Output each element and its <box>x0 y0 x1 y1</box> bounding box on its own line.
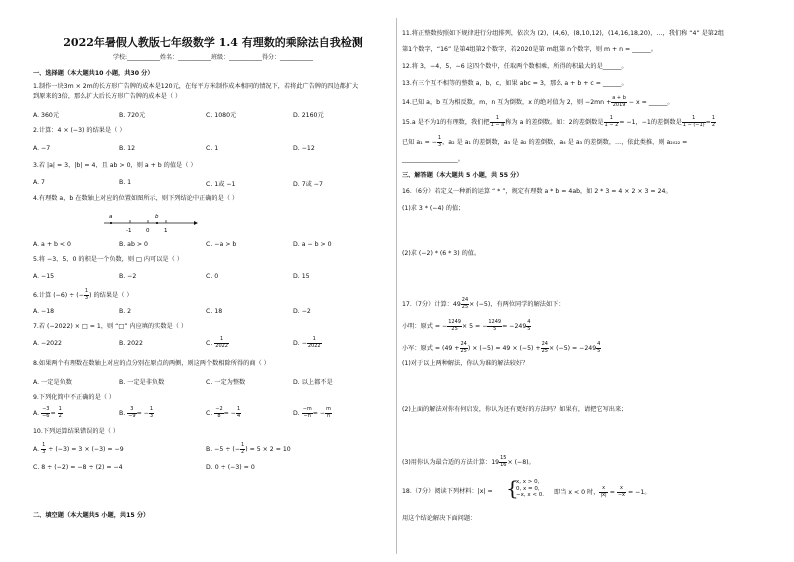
q6-text-b: ) 的结果是（ ） <box>89 292 133 299</box>
q1-text-cont: 到原来的3倍，那么扩大后长方形广告牌的成本是（ ） <box>33 93 182 100</box>
q17-fc2n: 1249 <box>488 319 502 325</box>
q9c-d2: 4 <box>236 412 241 419</box>
q17-fd1n: 24 <box>460 341 467 347</box>
q7-option-d[interactable] <box>293 337 322 349</box>
q6-option-c[interactable]: C. 18 <box>206 308 223 315</box>
q9b-frac2 <box>149 407 154 419</box>
label-b: b <box>155 214 159 220</box>
label-neg1: -1 <box>126 228 132 234</box>
q15-frac3 <box>682 116 706 128</box>
q18-f2n: x <box>617 486 626 493</box>
q9a-label: A. <box>33 410 40 417</box>
q17-frac <box>461 298 469 310</box>
q18-text-b <box>554 486 650 498</box>
q9d-n1: −m <box>302 406 312 412</box>
q15-frac4 <box>711 116 716 128</box>
q7d-num: 1 <box>307 337 322 344</box>
q18-d: = −1。 <box>627 489 651 496</box>
q6-option-a[interactable]: A. −18 <box>33 308 55 315</box>
q1-option-c[interactable]: C. 1080元 <box>206 112 237 119</box>
q10-option-d[interactable]: D. 0 ÷ (−3) = 0 <box>206 464 255 471</box>
q9b-label: B. <box>119 410 126 417</box>
q2-option-b[interactable]: B. 12 <box>119 145 136 152</box>
label-a: a <box>109 214 113 220</box>
q18-brace: { <box>506 476 519 500</box>
q9b-frac1 <box>127 407 136 419</box>
q15-l2a: 已知 a₁ = − <box>402 139 437 146</box>
q17-c2: × 5 = − <box>461 323 488 330</box>
q4-number-line <box>100 211 200 237</box>
q1-text: 1.制作一块3m × 2m的长方形广告牌的成本是120元，在每平方米制作成本相同的情况下，若将此广告牌的四边都扩大 <box>33 83 359 90</box>
q17-fd: 25 <box>461 303 469 310</box>
q10a-rest: ÷ (−3) = 3 × (−3) = −9 <box>48 446 124 453</box>
q5-option-a[interactable]: A. −15 <box>33 273 55 280</box>
q15-l2b: ，a₂ 是 a₁ 的差倒数，a₃ 是 a₂ 的差倒数，a₄ 是 a₃ 的差倒数，…，依此类推，则 a₂₀₂₂ = <box>442 139 688 146</box>
q9d-frac1 <box>302 407 313 419</box>
q17-c: 小明：原式 = − <box>402 323 448 330</box>
q11-text-cont: 第1个数字，“16” 是第4组第2个数字，若2020是第 m组第 n个数字，则 m + n = ______。 <box>402 46 657 53</box>
q3-text: 3.若 |a| = 3，|b| = 4，且 ab > 0，则 a + b 的值是（ ） <box>33 162 197 169</box>
q15-f5d: 3 <box>437 141 442 148</box>
q17-part1: (1)对于以上两种解法，你认为谁的解法较好？ <box>402 360 529 367</box>
q17-fc3d: 5 <box>527 325 531 332</box>
q17-d2: ) × (−5) = 49 × (−5) + <box>467 345 541 352</box>
q10a-n: 1 <box>42 442 46 448</box>
q3-option-b[interactable]: B. 1 <box>119 179 132 186</box>
q9d-label: D. <box>293 410 300 417</box>
q18-cases <box>516 479 544 499</box>
q9-text: 9.下列化简中不正确的是（ ） <box>33 394 116 401</box>
q18-f2d: −x <box>617 491 626 498</box>
q9b-d1: −9 <box>128 412 136 419</box>
q7d-fraction <box>307 337 322 349</box>
q17-fd3 <box>596 342 601 354</box>
q16-text: 16.（6分）若定义一种新的运算 “ * ”，规定有理数 a * b = 4ab，如 2 * 3 = 4 × 2 × 3 = 24。 <box>402 188 672 195</box>
q10b-d: 2 <box>241 448 245 455</box>
q17-fc2d: 5 <box>493 325 497 332</box>
label-zero: 0 <box>146 228 150 234</box>
q4-option-a[interactable]: A. a + b < 0 <box>33 241 71 248</box>
q9c-n1: −2 <box>215 406 223 412</box>
q10-option-c[interactable]: C. 8 ÷ (−2) = −8 ÷ (2) = −4 <box>33 464 123 471</box>
q9c-frac2 <box>236 407 241 419</box>
q15-f2n: 1 <box>604 116 620 123</box>
q17-q3a: (3)用你认为最合适的方法计算：19 <box>402 459 500 466</box>
student-info-line: 学校:___________姓名：___________班级：___________得分：___________ <box>112 54 314 61</box>
q7c-den: 2022 <box>215 342 228 349</box>
q17-fc2 <box>487 320 502 332</box>
q10a-d: 3 <box>42 448 46 455</box>
q4-text: 4.有理数 a，b 在数轴上对应的位置如图所示，则下列结论中正确的是（ ） <box>33 195 239 202</box>
q17-q3b: × (−8)。 <box>507 459 535 466</box>
q17-fc3n: 4 <box>527 319 531 325</box>
q3-option-d[interactable]: D. 7或 −7 <box>293 181 323 188</box>
q2-option-d[interactable]: D. −12 <box>293 145 315 152</box>
q6-option-d[interactable]: D. −2 <box>293 308 311 315</box>
q15-d: = <box>705 119 711 126</box>
q9d-n2: m <box>326 406 331 412</box>
q17-fd1 <box>460 342 468 354</box>
q15-f1n: 1 <box>490 116 506 123</box>
q9c-d1: 8 <box>217 412 221 419</box>
q15-f1d: 1 − a <box>490 121 505 128</box>
q14-text <box>402 96 674 108</box>
q10b-n: 1 <box>241 442 245 448</box>
q17-fc1d: 25 <box>451 325 458 332</box>
q6-text <box>33 289 133 301</box>
q15-c: = −1，−1的差倒数是 <box>619 119 682 126</box>
q18-case2: 0, x = 0, <box>516 485 540 492</box>
q14-den: 2019 <box>612 101 626 108</box>
q18-c: = <box>609 489 615 496</box>
q9-option-c[interactable] <box>206 407 241 419</box>
q18-case1: x, x > 0, <box>516 479 540 485</box>
q9b-n1: 3 <box>127 407 136 414</box>
q8-option-b[interactable]: B. 一定是非负数 <box>119 379 165 386</box>
q17-part3 <box>402 456 535 468</box>
q9a-n2: 1 <box>58 406 62 412</box>
q7d-neg: − <box>301 340 307 347</box>
q17-fd1d: 25 <box>460 347 467 354</box>
q17-fd2n: 24 <box>541 341 548 347</box>
q7-option-a[interactable]: A. −2022 <box>33 340 62 347</box>
q17-c3: = −249 <box>502 323 527 330</box>
q15-a: 15.a 是不为1的有理数，我们把 <box>402 119 490 126</box>
q7c-num: 1 <box>214 337 229 344</box>
q17-a: 17.（7分）计算：49 <box>402 301 461 308</box>
q7d-den: 2022 <box>307 342 321 349</box>
q15-text <box>402 116 716 128</box>
q7-options <box>33 336 393 354</box>
q7-text: 7.若 (−2022) × □ = 1，则 “□” 内应填的实数是（ ） <box>33 323 188 330</box>
q9a-d2: 2 <box>58 412 62 419</box>
q5-option-b[interactable]: B. −2 <box>119 273 137 280</box>
q17-f3d: 16 <box>500 461 507 468</box>
q15-f2d: 1 − 2 <box>604 121 619 128</box>
q9a-r: = <box>50 410 58 417</box>
q4-option-d[interactable]: D. a − b > 0 <box>293 241 332 248</box>
q15-b: 称为 a 的差倒数。如：2的差倒数是 <box>505 119 604 126</box>
q1-option-b[interactable]: B. 720元 <box>119 112 146 119</box>
q17-text <box>402 298 565 310</box>
q8-text: 8.如果两个有理数在数轴上对应的点分别在原点的两侧，则这两个数相除所得的商（ ） <box>33 360 270 367</box>
q7-option-d-label: D. <box>293 340 302 347</box>
q18-case3: −x, x < 0. <box>516 492 544 498</box>
q3-option-c[interactable]: C. 1或 −1 <box>206 181 236 188</box>
q15-frac1 <box>490 116 506 128</box>
q9c-r: = − <box>223 410 236 417</box>
q18-f1 <box>599 486 607 498</box>
q10-text: 10.下列运算结果错误的是（ ） <box>33 428 120 435</box>
q17-fc1n: 1249 <box>448 319 461 325</box>
q18-f2 <box>617 486 626 498</box>
q17-f3n: 15 <box>500 455 507 461</box>
q9b-r: = − <box>136 410 149 417</box>
q10-option-a[interactable] <box>33 443 124 455</box>
q17-fc1 <box>447 320 462 332</box>
q3-option-a[interactable]: A. 7 <box>33 179 45 186</box>
q9-options <box>33 407 393 423</box>
q17-xiaojun <box>402 342 601 354</box>
q4-option-c[interactable]: C. −a > b <box>206 241 237 248</box>
q6-fraction-den: 3 <box>84 294 89 301</box>
q15-f4d: 2 <box>711 121 715 128</box>
q12-text: 12.将 3，−4，5，−6 这四个数中，任取两个数相乘，所得的积最大的是______。 <box>402 63 628 70</box>
q17-fd2d: 25 <box>541 347 548 354</box>
q15-f3d: 1 − (−1) <box>682 121 705 128</box>
q9b-d2: 3 <box>149 412 154 419</box>
q10-options-row1 <box>33 443 393 457</box>
q18-text-a: 18.（7分）阅读下列材料：|x| = <box>402 488 493 495</box>
q9-option-a[interactable] <box>33 407 63 419</box>
q9-option-d[interactable] <box>293 407 332 419</box>
q9c-label: C. <box>206 410 213 417</box>
q10a-frac <box>41 443 46 455</box>
q5-option-d[interactable]: D. 15 <box>293 273 310 280</box>
q17-fd3n: 4 <box>597 341 601 347</box>
q15-text-line2 <box>402 136 687 148</box>
q14-text-a: 14.已知 a，b 互为相反数，m，n 互为倒数，x 的绝对值为 2，则 −2mn + <box>402 99 612 106</box>
page-title: 2022年暑假人教版七年级数学 1.4 有理数的乘除法自我检测 <box>63 36 363 49</box>
q8-option-d[interactable]: D. 以上都不是 <box>293 379 333 386</box>
q9c-n2: 1 <box>236 406 241 412</box>
q7-option-b[interactable]: B. 2022 <box>119 340 143 347</box>
q7-option-c[interactable] <box>206 337 229 349</box>
q17-d: 小军：原式 = (49 + <box>402 345 460 352</box>
q7c-fraction <box>214 337 229 349</box>
q17-b: × (−5)，有两位同学的解法如下： <box>469 301 565 308</box>
q2-option-a[interactable]: A. −7 <box>33 145 51 152</box>
q16-part1: (1)求 3 * (−4) 的值； <box>402 205 465 212</box>
q6-option-b[interactable]: B. 2 <box>119 308 132 315</box>
q18-f1d: |x| <box>600 491 607 498</box>
q15-answer-blank[interactable]: __________________。 <box>402 156 464 163</box>
label-one: 1 <box>164 228 168 234</box>
q1-option-d[interactable]: D. 2160元 <box>293 112 324 119</box>
q9a-n1: −3 <box>42 406 50 412</box>
q13-text: 13.有三个互不相等的整数 a，b，c，如果 abc = 3，那么 a + b + c = ______。 <box>402 80 628 87</box>
q17-xiaoming <box>402 320 531 332</box>
q17-fc3 <box>526 320 531 332</box>
q8-option-a[interactable]: A. 一定是负数 <box>33 379 72 386</box>
q9c-frac1 <box>214 407 223 419</box>
section-choice-heading: 一、选择题（本大题共10 小题，共30 分） <box>33 70 154 77</box>
column-divider <box>396 18 397 554</box>
q9d-r: = − <box>312 410 326 417</box>
q9-option-b[interactable] <box>119 407 154 419</box>
q10b-label: B. −5 ÷ (− <box>206 446 241 453</box>
q5-option-c[interactable]: C. 0 <box>206 273 219 280</box>
q18-b: 即当 x < 0 时， <box>554 489 600 496</box>
q9d-frac2 <box>325 407 332 419</box>
q16-part2: (2)求 (−2) * (6 * 3) 的值。 <box>402 250 481 257</box>
q17-d3: × (−5) = −249 <box>548 345 597 352</box>
q15-f5n: 1 <box>437 135 442 141</box>
q2-text: 2.计算：4 × (−3) 的结果是（ ） <box>33 127 126 134</box>
q9d-d1: −n <box>303 412 311 419</box>
q8-option-c[interactable]: C. 一定为整数 <box>206 379 246 386</box>
section-solve-heading: 三、解答题（本大题共 5 小题，共 55 分） <box>402 172 523 179</box>
point-b <box>156 222 158 224</box>
q17-part2: (2)上面的解法对你有何启发，你认为还有更好的方法吗？如果有，请把它写出来； <box>402 406 628 413</box>
q15-frac2 <box>604 116 620 128</box>
q18-text-e: 用这个结论解决下面问题： <box>402 515 477 522</box>
section-fill-heading: 二、填空题（本大题共5 小题，共15 分） <box>33 512 150 519</box>
q9a-frac2 <box>58 407 63 419</box>
q11-text: 11.将正整数按照如下规律进行分组排列，依次为 (2)，(4,6)，(8,10,12)，(14,16,18,20)，…，我们称 “4” 是第2组 <box>402 30 725 37</box>
q17-fd3d: 5 <box>597 347 601 354</box>
point-a <box>110 222 112 224</box>
q10a-label: A. <box>33 446 42 453</box>
q9b-n2: 1 <box>149 406 154 412</box>
q1-option-a[interactable]: A. 360元 <box>33 112 60 119</box>
q10-option-b[interactable] <box>206 443 291 455</box>
number-line-arrow <box>194 221 198 225</box>
q4-option-b[interactable]: B. ab > 0 <box>119 241 148 248</box>
q14-fraction <box>611 96 627 108</box>
q14-text-b: − x = ______。 <box>628 99 674 106</box>
q17-fn: 24 <box>461 297 469 303</box>
q2-option-c[interactable]: C. 1 <box>206 145 219 152</box>
q10b-rest: ) = 5 × 2 = 10 <box>245 446 291 453</box>
q6-text-a: 6.计算 (−6) ÷ (− <box>33 292 84 299</box>
q18-f1n: x <box>599 486 607 493</box>
q15-f4n: 1 <box>711 115 715 121</box>
q5-text: 5.将 −3、5、0 的积是一个负数，则 □ 内可以是（ ） <box>33 256 183 263</box>
q15-f3n: 1 <box>682 116 706 123</box>
q6-fraction-num: 1 <box>84 288 89 294</box>
q9a-d1: −6 <box>42 412 50 419</box>
q9d-d2: n <box>326 412 331 419</box>
q7-option-c-label: C. <box>206 340 215 347</box>
q14-num: a + b <box>612 95 626 101</box>
q17-fd2 <box>541 342 549 354</box>
